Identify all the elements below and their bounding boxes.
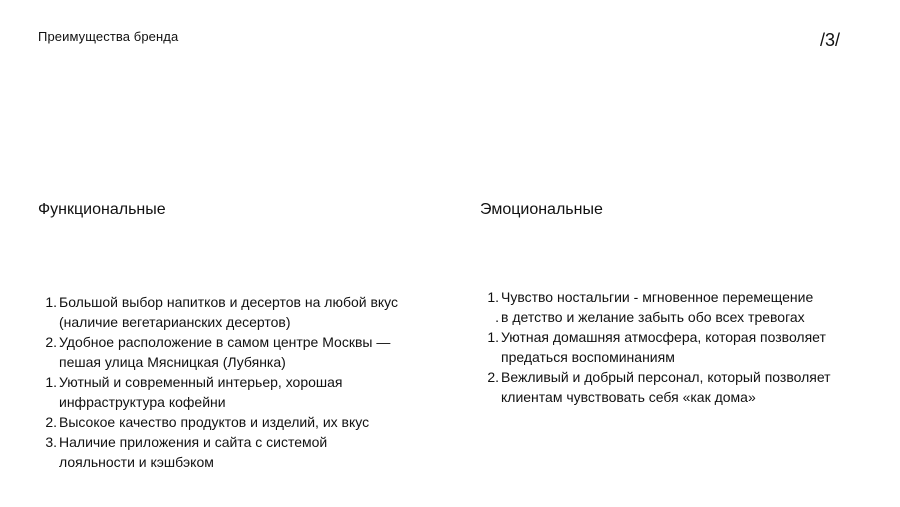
list-item-text: Наличие приложения и сайта с системой лояльности и кэшбэком xyxy=(59,434,328,470)
list-item xyxy=(480,367,850,407)
list-item-text: Уютный и современный интерьер, хорошая инфраструктура кофейни xyxy=(59,374,343,410)
list-item-text: Большой выбор напитков и десертов на любой вкус (наличие вегетарианских десертов) xyxy=(59,294,399,330)
list-marker: . xyxy=(495,309,499,325)
emotional-list xyxy=(480,287,850,407)
list-marker: 3. xyxy=(45,434,57,450)
list-item xyxy=(38,432,398,472)
list-marker: 1. xyxy=(487,289,499,305)
slide-title: Преимущества бренда xyxy=(38,29,179,44)
emotional-heading: Эмоциональные xyxy=(480,201,603,218)
list-item-text: Высокое качество продуктов и изделий, их вкус xyxy=(59,414,370,430)
list-marker: 2. xyxy=(487,369,499,385)
functional-list xyxy=(38,292,398,472)
list-item xyxy=(480,287,850,307)
list-item xyxy=(480,307,850,327)
functional-heading: Функциональные xyxy=(38,201,166,218)
list-item xyxy=(38,292,398,332)
list-item xyxy=(38,332,398,372)
page-number: /3/ xyxy=(820,30,841,50)
list-item-text: Удобное расположение в самом центре Москвы — пешая улица Мясницкая (Лубянка) xyxy=(59,334,391,370)
list-item xyxy=(38,412,398,432)
list-marker: 1. xyxy=(45,374,57,390)
list-item xyxy=(38,372,398,412)
list-marker: 2. xyxy=(45,414,57,430)
list-item-text: Уютная домашняя атмосфера, которая позволяет предаться воспоминаниям xyxy=(501,329,826,365)
list-item-text: в детство и желание забыть обо всех тревогах xyxy=(501,309,805,325)
list-marker: 1. xyxy=(45,294,57,310)
list-item-text: Вежливый и добрый персонал, который позволяет клиентам чувствовать себя «как дома» xyxy=(501,369,831,405)
list-item-text: Чувство ностальгии - мгновенное перемещение xyxy=(501,289,814,305)
list-item xyxy=(480,327,850,367)
list-marker: 1. xyxy=(487,329,499,345)
list-marker: 2. xyxy=(45,334,57,350)
